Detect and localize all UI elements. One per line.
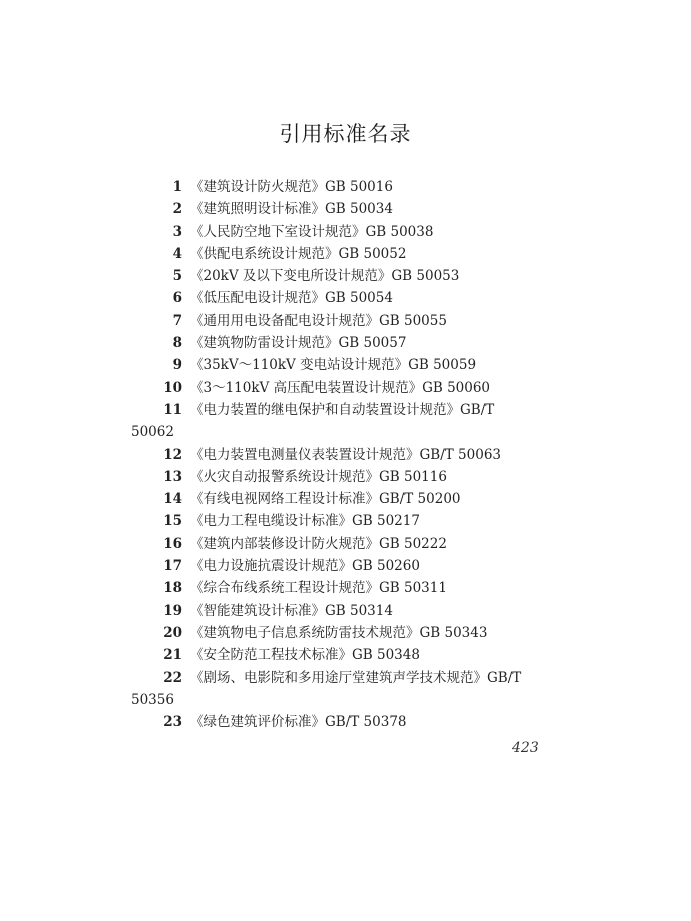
- item-text-continuation: 50356: [131, 691, 174, 708]
- list-item: [0, 600, 691, 622]
- item-number: 20: [163, 624, 182, 641]
- item-text: 《供配电系统设计规范》GB 50052: [190, 245, 407, 262]
- item-number: 17: [163, 558, 182, 575]
- list-item: [0, 644, 691, 666]
- item-text: 《低压配电设计规范》GB 50054: [190, 290, 393, 307]
- list-item: [0, 354, 691, 376]
- list-item: [0, 287, 691, 309]
- item-text: 《电力设施抗震设计规范》GB 50260: [190, 558, 420, 575]
- item-number: 14: [163, 491, 182, 508]
- item-number: 4: [172, 245, 182, 262]
- list-item: [0, 555, 691, 577]
- item-text-continuation: 50062: [131, 424, 174, 441]
- list-item: [0, 622, 691, 644]
- item-text: 《建筑设计防火规范》GB 50016: [190, 179, 393, 195]
- item-number: 16: [163, 535, 182, 552]
- page-title: 引用标准名录: [279, 122, 412, 146]
- item-text: 《3～110kV 高压配电装置设计规范》GB 50060: [190, 379, 491, 396]
- item-text: 《安全防范工程技术标准》GB 50348: [190, 647, 420, 664]
- list-item: [0, 198, 691, 220]
- item-text: 《综合布线系统工程设计规范》GB 50311: [190, 580, 447, 597]
- item-text: 《建筑照明设计标准》GB 50034: [190, 201, 393, 218]
- item-number: 7: [172, 312, 182, 329]
- item-text: 《电力装置电测量仪表装置设计规范》GB/T 50063: [190, 446, 501, 463]
- item-number: 8: [172, 335, 182, 352]
- item-text: 《20kV 及以下变电所设计规范》GB 50053: [190, 268, 460, 285]
- item-number: 23: [163, 714, 182, 731]
- item-number: 6: [172, 290, 182, 307]
- item-number: 21: [163, 647, 182, 664]
- item-number: 3: [172, 223, 182, 240]
- standards-list: [0, 176, 691, 733]
- item-text: 《建筑内部装修设计防火规范》GB 50222: [190, 535, 447, 552]
- item-text: 《火灾自动报警系统设计规范》GB 50116: [190, 468, 447, 485]
- list-item: [0, 221, 691, 243]
- item-number: 5: [172, 268, 182, 285]
- item-text: 《建筑物电子信息系统防雷技术规范》GB 50343: [190, 624, 488, 641]
- item-text: 《35kV～110kV 变电站设计规范》GB 50059: [190, 357, 477, 374]
- item-number: 13: [163, 468, 182, 485]
- list-item: [0, 310, 691, 332]
- item-number: 11: [163, 401, 182, 418]
- list-item: [0, 332, 691, 354]
- item-text: 《剧场、电影院和多用途厅堂建筑声学技术规范》GB/T: [190, 669, 522, 686]
- list-item: [0, 399, 691, 444]
- list-item: [0, 377, 691, 399]
- item-number: 10: [163, 379, 182, 396]
- list-item: [0, 577, 691, 599]
- item-number: 22: [163, 669, 182, 686]
- item-number: 1: [172, 179, 182, 195]
- list-item: [0, 667, 691, 712]
- list-item: [0, 488, 691, 510]
- item-number: 9: [172, 357, 182, 374]
- item-text: 《电力装置的继电保护和自动装置设计规范》GB/T: [190, 401, 495, 418]
- item-number: 15: [163, 513, 182, 530]
- item-number: 12: [163, 446, 182, 463]
- list-item: [0, 711, 691, 733]
- list-item: [0, 510, 691, 532]
- item-text: 《建筑物防雷设计规范》GB 50057: [190, 335, 407, 352]
- item-text: 《绿色建筑评价标准》GB/T 50378: [190, 714, 407, 731]
- list-item: [0, 533, 691, 555]
- item-text: 《人民防空地下室设计规范》GB 50038: [190, 223, 434, 240]
- item-number: 18: [163, 580, 182, 597]
- item-text: 《智能建筑设计标准》GB 50314: [190, 602, 393, 619]
- item-text: 《有线电视网络工程设计标准》GB/T 50200: [190, 491, 461, 508]
- list-item: [0, 466, 691, 488]
- list-item: [0, 444, 691, 466]
- item-number: 19: [163, 602, 182, 619]
- item-number: 2: [172, 201, 182, 218]
- list-item: [0, 243, 691, 265]
- list-item: [0, 176, 691, 198]
- list-item: [0, 265, 691, 287]
- item-text: 《电力工程电缆设计标准》GB 50217: [190, 513, 420, 530]
- item-text: 《通用用电设备配电设计规范》GB 50055: [190, 312, 447, 329]
- page-number: 423: [512, 740, 539, 756]
